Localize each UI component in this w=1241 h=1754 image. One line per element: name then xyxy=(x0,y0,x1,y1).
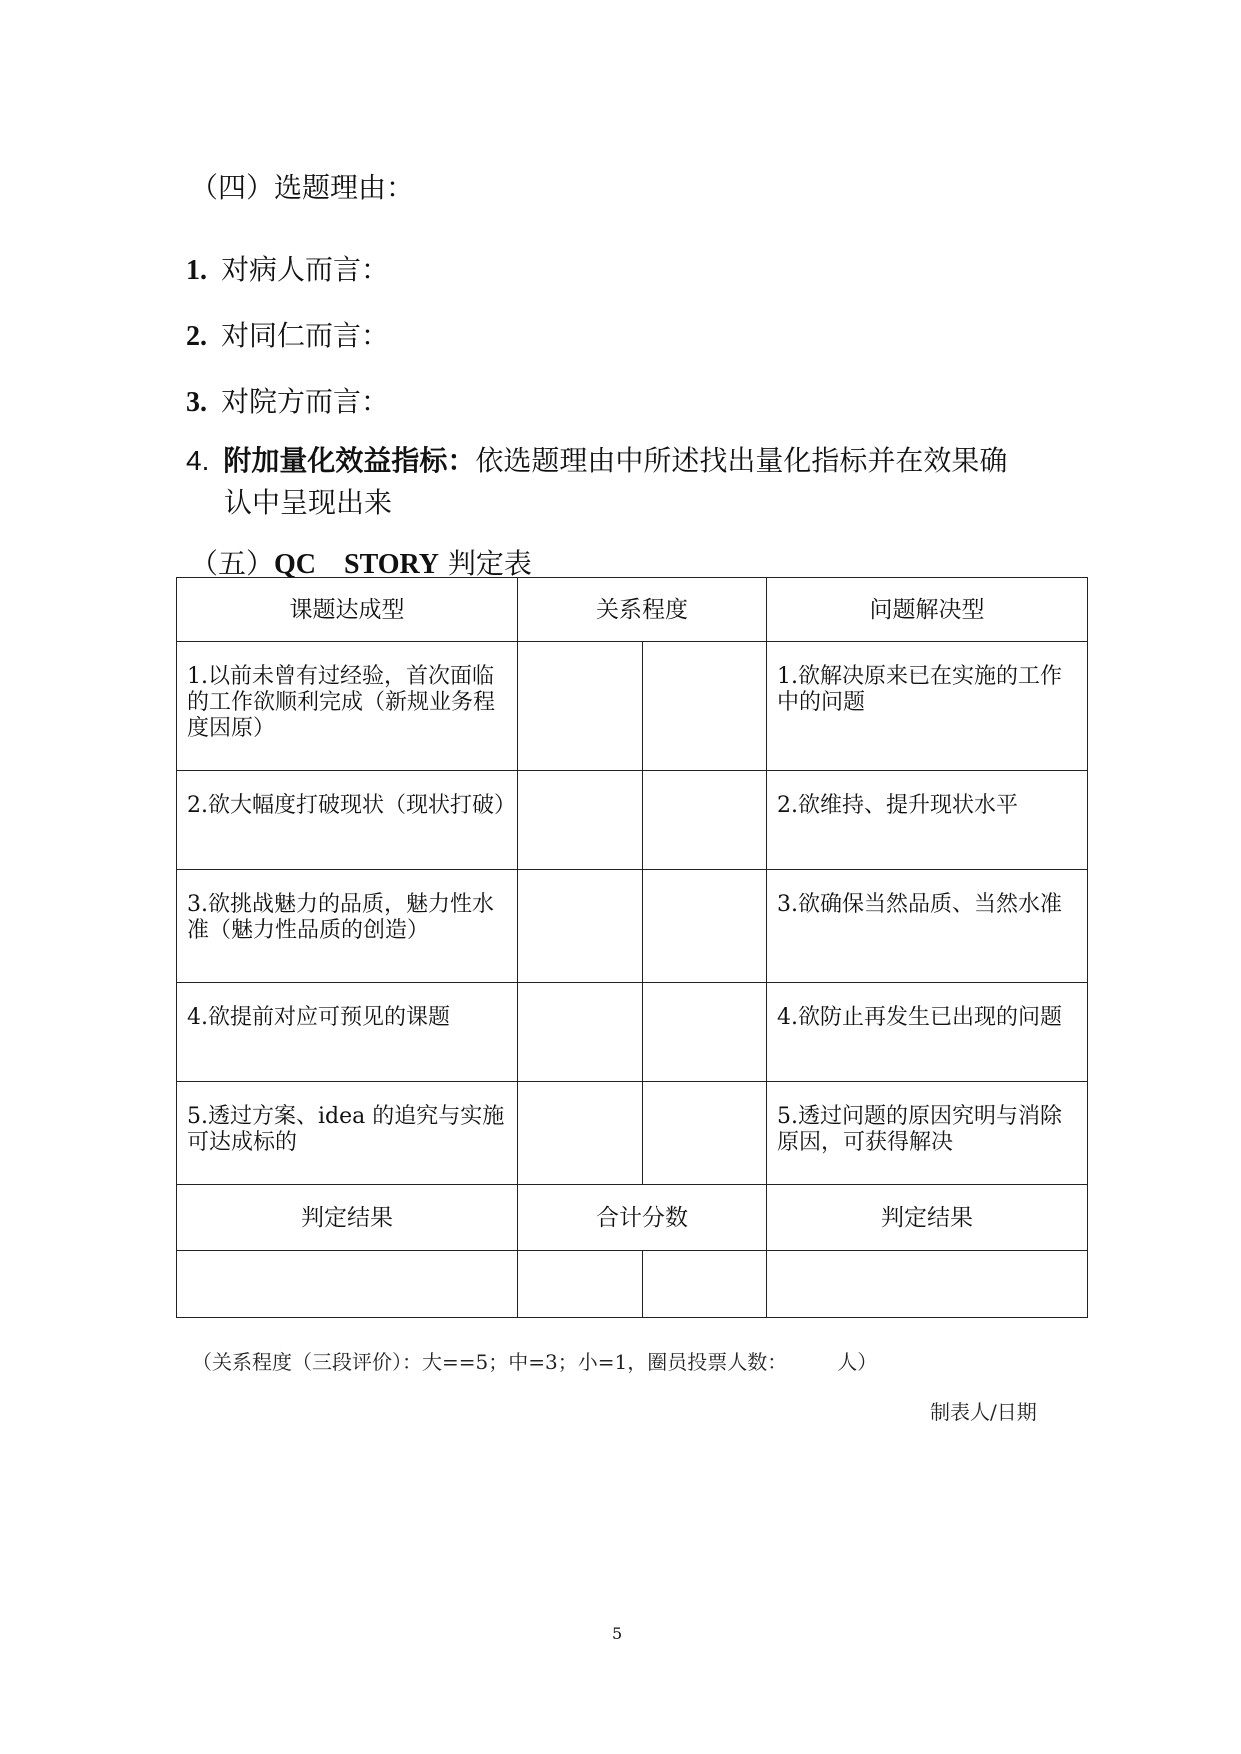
header-problem-solving: 问题解决型 xyxy=(767,578,1088,642)
qc-story-table xyxy=(176,577,1088,1318)
footer-result-right: 判定结果 xyxy=(767,1185,1088,1251)
rating-note: （关系程度（三段评价）：大==5；中=3；小=1，圈员投票人数： 人） xyxy=(192,1350,878,1374)
reason-item-3-text: 对院方而言： xyxy=(221,385,390,418)
problem-criterion-2: 2.欲维持、提升现状水平 xyxy=(767,771,1088,870)
footer-total-score: 合计分数 xyxy=(518,1185,767,1251)
table-row xyxy=(177,642,1088,771)
section-5-heading xyxy=(190,542,532,582)
header-relationship-degree: 关系程度 xyxy=(518,578,767,642)
score-goal-1[interactable] xyxy=(518,642,643,771)
problem-criterion-5: 5.透过问题的原因究明与消除原因，可获得解决 xyxy=(767,1082,1088,1185)
reason-item-2 xyxy=(186,314,389,354)
score-problem-5[interactable] xyxy=(643,1082,767,1185)
score-goal-5[interactable] xyxy=(518,1082,643,1185)
score-problem-2[interactable] xyxy=(643,771,767,870)
section-5-heading-suffix: 判定表 xyxy=(439,547,532,580)
section-5-heading-latin: QC STORY xyxy=(274,549,439,580)
reason-item-2-number: 2. xyxy=(186,321,207,352)
reason-item-2-text: 对同仁而言： xyxy=(221,319,390,352)
score-problem-4[interactable] xyxy=(643,983,767,1082)
problem-criterion-4: 4.欲防止再发生已出现的问题 xyxy=(767,983,1088,1082)
header-goal-achievement: 课题达成型 xyxy=(177,578,518,642)
score-problem-3[interactable] xyxy=(643,870,767,983)
reason-item-4-number: 4. xyxy=(186,445,210,476)
table-row xyxy=(177,983,1088,1082)
goal-criterion-4: 4.欲提前对应可预见的课题 xyxy=(177,983,518,1082)
goal-criterion-2: 2.欲大幅度打破现状（现状打破） xyxy=(177,771,518,870)
section-5-heading-prefix: （五） xyxy=(190,547,275,580)
reason-item-1 xyxy=(186,248,389,288)
reason-item-3-number: 3. xyxy=(186,387,207,418)
result-goal-achievement[interactable] xyxy=(177,1251,518,1318)
reason-item-4-label: 附加量化效益指标： xyxy=(223,444,476,477)
reason-item-1-text: 对病人而言： xyxy=(221,253,390,286)
score-goal-3[interactable] xyxy=(518,870,643,983)
problem-criterion-3: 3.欲确保当然品质、当然水准 xyxy=(767,870,1088,983)
reason-item-3 xyxy=(186,380,389,420)
table-row xyxy=(177,1082,1088,1185)
table-row xyxy=(177,870,1088,983)
footer-result-left: 判定结果 xyxy=(177,1185,518,1251)
reason-item-4 xyxy=(186,440,1007,482)
score-goal-4[interactable] xyxy=(518,983,643,1082)
total-score-goal[interactable] xyxy=(518,1251,643,1318)
goal-criterion-5: 5.透过方案、idea 的追究与实施可达成标的 xyxy=(177,1082,518,1185)
score-goal-2[interactable] xyxy=(518,771,643,870)
goal-criterion-3: 3.欲挑战魅力的品质，魅力性水准（魅力性品质的创造） xyxy=(177,870,518,983)
goal-criterion-1: 1.以前未曾有过经验，首次面临的工作欲顺利完成（新规业务程度因原） xyxy=(177,642,518,771)
result-problem-solving[interactable] xyxy=(767,1251,1088,1318)
reason-item-4-continuation: 认中呈现出来 xyxy=(224,486,393,519)
table-row xyxy=(177,771,1088,870)
reason-item-1-number: 1. xyxy=(186,255,207,286)
total-score-problem[interactable] xyxy=(643,1251,767,1318)
author-date-label: 制表人/日期 xyxy=(930,1400,1037,1424)
section-4-heading: （四）选题理由： xyxy=(190,171,415,204)
reason-item-4-text: 依选题理由中所述找出量化指标并在效果确 xyxy=(475,444,1008,477)
page-number: 5 xyxy=(612,1624,623,1643)
score-problem-1[interactable] xyxy=(643,642,767,771)
problem-criterion-1: 1.欲解决原来已在实施的工作中的问题 xyxy=(767,642,1088,771)
